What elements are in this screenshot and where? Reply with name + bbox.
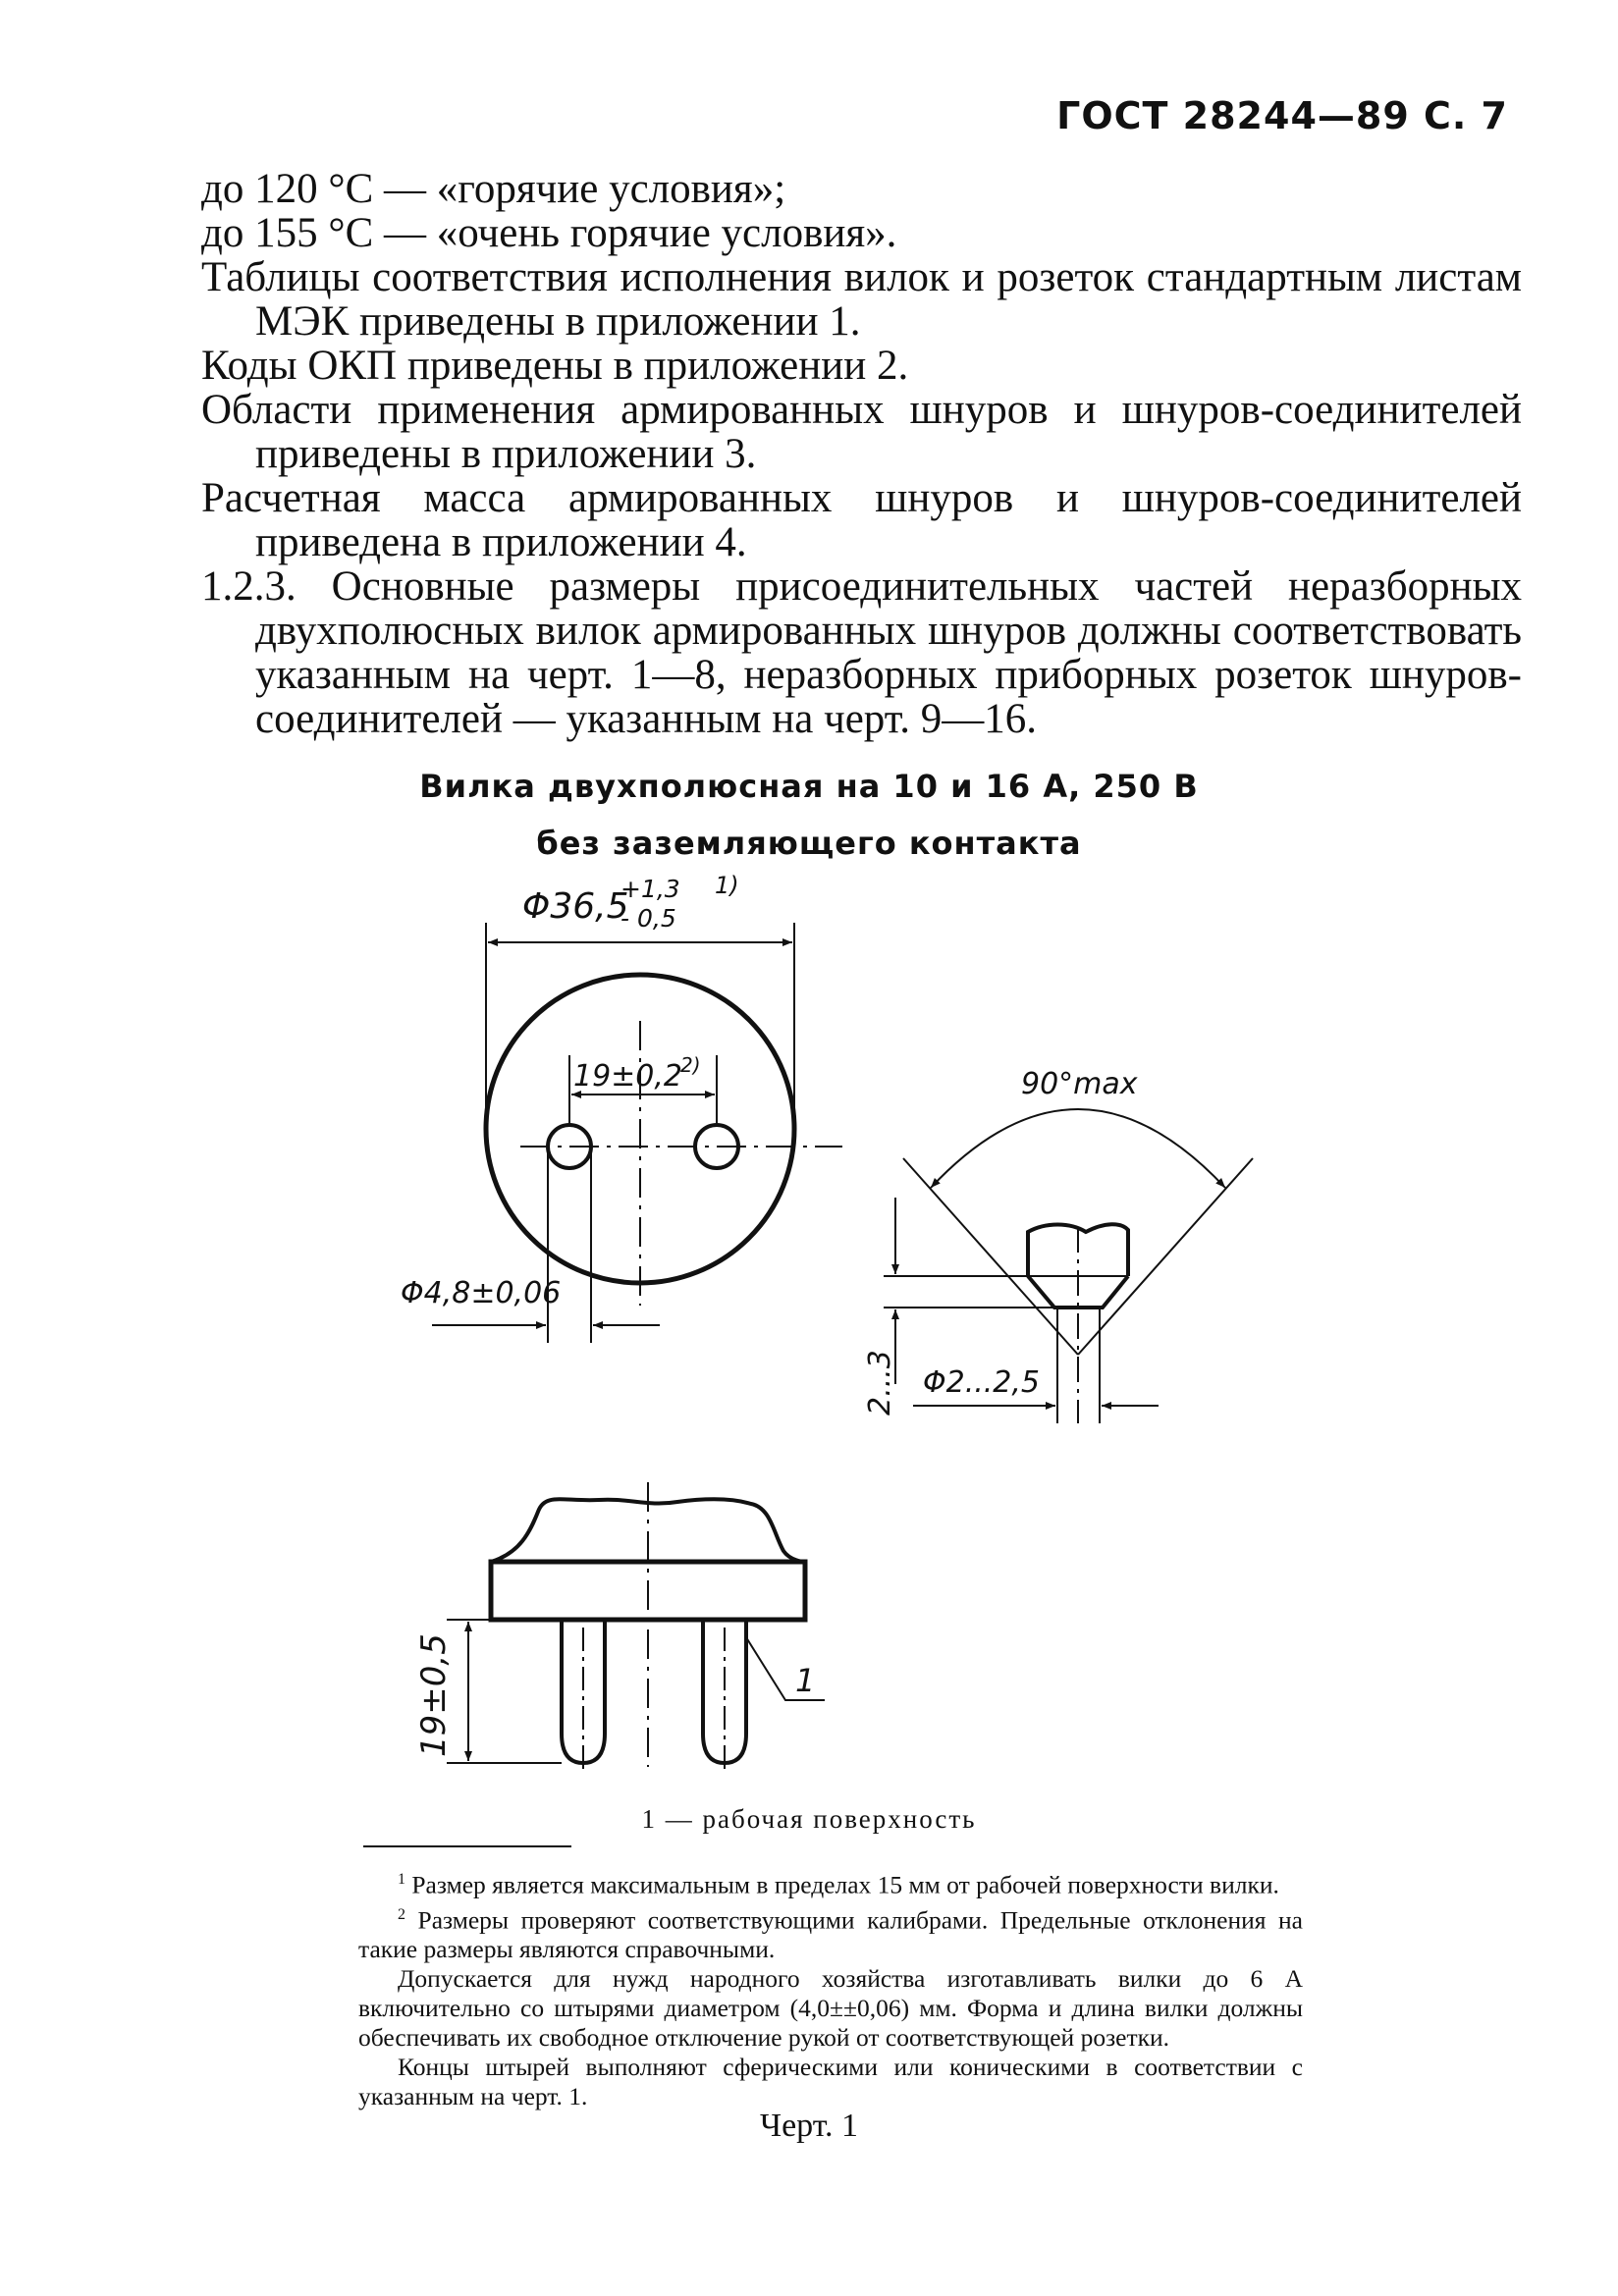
outer-diameter-tol-lower: - 0,5 [620,904,676,933]
footnote-1-mark: 1 [398,1871,405,1888]
working-surface-callout: 1 [795,1662,816,1699]
footnote-2-mark: 2 [398,1905,405,1923]
figure-label: Черт. 1 [759,2108,859,2144]
footnote-note-2: Концы штырей выполняют сферическими или коническими в соответствии с указанным на черт. 1. [358,2053,1303,2110]
footnotes [358,1865,1303,2111]
outer-diameter-tol-upper: +1,3 [620,875,680,903]
pin-spacing-note: 2) [680,1053,701,1077]
angle-line-right [1078,1158,1253,1355]
pin-length-label: 19±0,5 [414,1633,454,1757]
footnote-rule [363,1845,571,1847]
paragraph-hot-conditions: до 120 °С — «горячие условия»; [201,166,786,212]
figure-legend: 1 — рабочая поверхность [641,1804,977,1834]
page-header: ГОСТ 28244—89 С. 7 [1056,94,1508,137]
paragraph-okp-codes: Коды ОКП приведены в приложении 2. [201,343,909,389]
footnote-2 [358,1900,1303,1965]
tip-length-label: 2...3 [863,1350,897,1415]
outer-diameter-label: Φ36,5 [522,886,629,927]
angle-label: 90°max [1021,1067,1138,1101]
tip-diameter-label: Φ2...2,5 [923,1365,1041,1400]
pin-diameter-label: Φ4,8±0,06 [401,1276,562,1310]
plug-side-view [447,1482,825,1771]
footnote-note-1: Допускается для нужд народного хозяйства изготавливать вилки до 6 А включительно со штырями диаметром (4,0±±0,06) мм. Форма и длина вилки должны обеспечивать их свободное отключение рукой от соответствующей розетки. [358,1964,1303,2052]
footnote-1 [358,1865,1303,1900]
figure-caption-line-2: без заземляющего контакта [536,825,1082,862]
footnote-1-text: Размер является максимальным в пределах 15 мм от рабочей поверхности вилки. [411,1870,1279,1899]
angle-arc [931,1109,1225,1188]
paragraph-iec-tables: Таблицы соответствия исполнения вилок и розеток стандартным листам МЭК приведены в приложении 1. [201,254,1522,345]
outer-diameter-note: 1) [715,872,739,899]
paragraph-very-hot-conditions: до 155 °С — «очень горячие условия». [201,210,897,256]
paragraph-section-1-2-3: 1.2.3. Основные размеры присоединительных частей неразборных двухполюсных вилок армированных шнуров должны соответствовать указанным на черт. 1—8, неразборных приборных розеток шнуров-соединителей — указанным на черт. 9—16. [201,563,1522,742]
pin-tip-detail-labels [863,1067,1138,1415]
paragraph-application-areas: Области применения армированных шнуров и шнуров-соединителей приведены в приложении 3. [201,387,1522,477]
footnote-2-text: Размеры проверяют соответствующими калибрами. Предельные отклонения на такие размеры являются справочными. [358,1905,1303,1963]
figure-caption-line-1: Вилка двухполюсная на 10 и 16 А, 250 В [419,768,1199,805]
angle-line-left [903,1158,1078,1355]
paragraph-calculated-mass: Расчетная масса армированных шнуров и шнуров-соединителей приведена в приложении 4. [201,475,1522,565]
pin-spacing-label: 19±0,2 [573,1059,683,1094]
